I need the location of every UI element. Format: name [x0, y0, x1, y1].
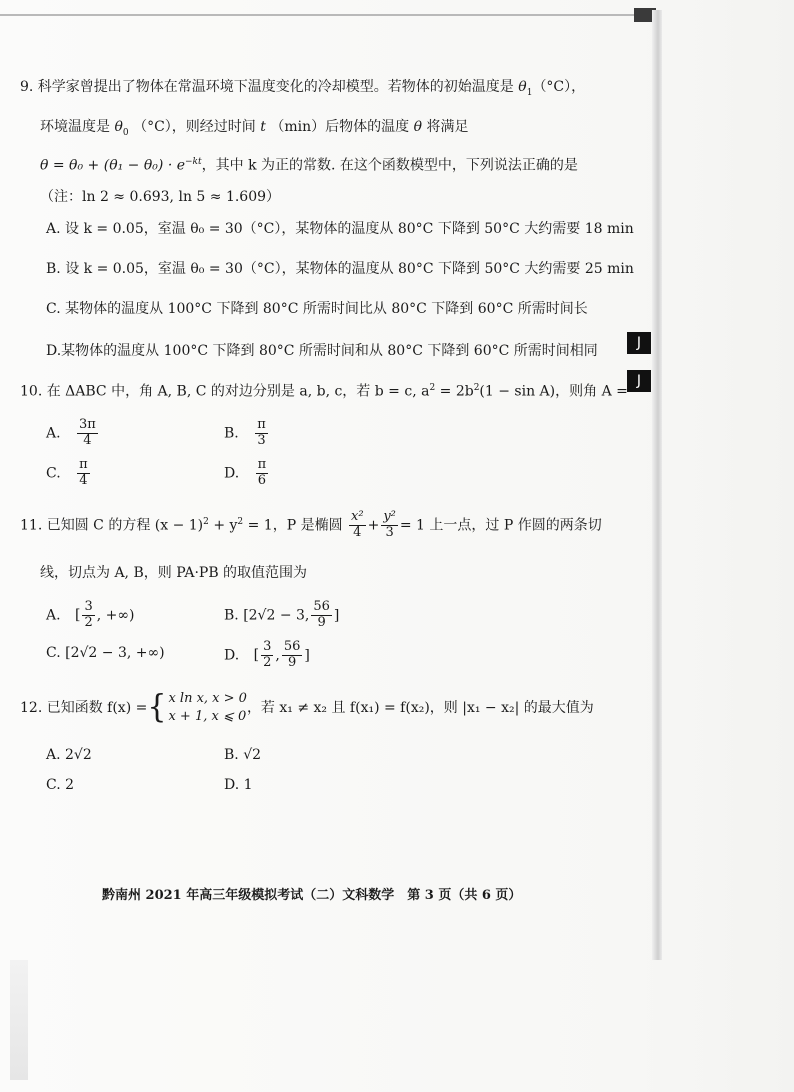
q9-formula-line: $\theta = \theta_0 + (\theta_1 - \theta_0) \cdot e^{-kt}$，其中 k 为正的常数. 在这个函数模型中，下列说法正确的是: [40, 157, 578, 174]
q9-option-d: D.某物体的温度从 100°C 下降到 80°C 所需时间和从 80°C 下降到 60°C 所需时间相同: [46, 343, 598, 359]
page-edge-shadow: [652, 10, 662, 960]
binder-tab-2: J: [627, 370, 651, 392]
q11-stem-line-2: 线，切点为 A, B，则 PA·PB 的取值范围为: [40, 565, 308, 581]
q10-option-b: B. $\frac{\pi}{3}$: [224, 417, 266, 448]
q9-line-1: 9. 科学家曾提出了物体在常温环境下温度变化的冷却模型。若物体的初始温度是 $\theta_1(^\circ C)$，: [20, 79, 586, 98]
cooling-formula: θ = θ₀ + (θ₁ − θ₀) · e: [40, 157, 186, 174]
q10-option-a: A. $\frac{3\pi}{4}$: [46, 417, 96, 448]
q10-option-d: D. $\frac{\pi}{6}$: [224, 457, 267, 488]
q11-option-d: D. [ $\frac{3}{2}$ , $\frac{56}{9}$ ]: [224, 639, 310, 670]
piecewise-brace: {: [147, 688, 167, 726]
q9-option-a: A. 设 k = 0.05，室温 θ₀ = 30（°C），某物体的温度从 80°C 下降到 50°C 大约需要 18 min: [46, 221, 634, 237]
q12-option-a: A. 2√2: [46, 747, 92, 763]
q10-option-c: C. $\frac{\pi}{4}$: [46, 457, 88, 488]
page-footer: 黔南州 2021 年高三年级模拟考试（二）文科数学 第 3 页（共 6 页）: [102, 888, 522, 903]
q12-option-c: C. 2: [46, 777, 75, 793]
q9-line-2: 环境温度是 $\theta_0$ （°C），则经过时间 t （min）后物体的温度 θ 将满足: [40, 119, 469, 138]
q9-option-c: C. 某物体的温度从 100°C 下降到 80°C 所需时间比从 80°C 下降到 60°C 所需时间长: [46, 301, 588, 317]
q12-option-b: B. √2: [224, 747, 262, 763]
page-top-rule: [0, 14, 640, 16]
q11-option-b: B. [2√2 − 3, $\frac{56}{9}$ ]: [224, 599, 340, 630]
q12-stem: 12. 已知函数 f(x) = { x ln x, x > 0 x + 1, x ⩽ 0 ，若 x₁ ≠ x₂ 且 f(x₁) = f(x₂)，则 |x₁ − x₂| 的最大值为: [20, 688, 594, 726]
q11-stem-line-1: 11. 已知圆 C 的方程 $(x - 1)^2 + y^2 = 1$，P 是椭圆 $\frac{\text{x²}}{4}$ + $\frac{\text{y²}}{3}$ = 1 上一点，过 P 作圆的两条切: [20, 509, 602, 540]
q9-option-b: B. 设 k = 0.05，室温 θ₀ = 30（°C），某物体的温度从 80°C 下降到 50°C 大约需要 25 min: [46, 261, 634, 277]
q11-option-c: C. [2√2 − 3, +∞): [46, 645, 165, 661]
q10-stem: 10. 在 ΔABC 中，角 A, B, C 的对边分别是 a, b, c，若 b = c, $a^2 = 2b^2(1 - \sin A)$，则角 A =: [20, 383, 628, 400]
scan-smudge: [10, 960, 28, 1080]
q12-option-d: D. 1: [224, 777, 253, 793]
q9-note: （注：ln 2 ≈ 0.693, ln 5 ≈ 1.609）: [40, 189, 281, 205]
binder-tab-1: J: [627, 332, 651, 354]
piecewise-cases: x ln x, x > 0 x + 1, x ⩽ 0: [168, 691, 247, 724]
q11-option-a: A. [ $\frac{3}{2}$ , +∞): [46, 599, 135, 630]
